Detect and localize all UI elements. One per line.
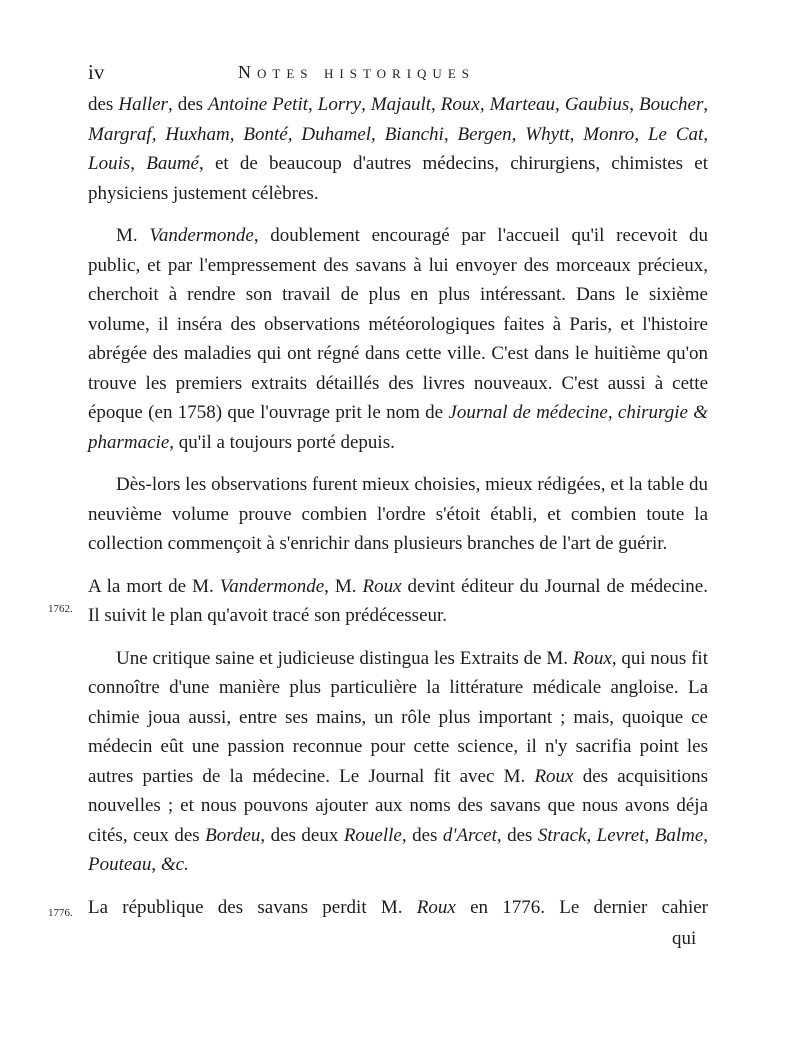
- italic-name: Strack: [537, 824, 587, 846]
- text-run: des acquisitions nouvelles ; et nous pouvons ajouter aux noms des savans que nous avons déja cités, ceux des: [88, 765, 708, 846]
- text-run: M.: [116, 225, 150, 246]
- text-run: ,: [703, 94, 709, 115]
- italic-name: &c.: [160, 854, 189, 875]
- text-run: ,: [287, 123, 302, 145]
- text-run: devint éditeur du Journal de médecine. Il suivit le plan qu'avoit tracé son prédécesseur.: [88, 575, 708, 626]
- text-run: ,: [308, 94, 318, 115]
- text-run: ,: [586, 824, 597, 846]
- text-run: ,: [479, 94, 490, 115]
- text-run: , des: [167, 94, 209, 115]
- text-run: ,: [703, 824, 709, 846]
- italic-name: Baumé: [146, 153, 199, 174]
- italic-name: Marteau: [489, 94, 556, 115]
- italic-name: Majault: [370, 94, 432, 115]
- paragraph-critique: [88, 644, 708, 880]
- text-run: ,: [629, 94, 639, 115]
- text-run: ,: [151, 854, 161, 875]
- text-run: ,: [555, 94, 565, 115]
- italic-name: Duhamel: [301, 123, 372, 145]
- body-text: [88, 90, 708, 922]
- text-run: ,: [443, 123, 458, 145]
- italic-name: Rouelle: [343, 824, 402, 846]
- text-run: La république des savans perdit M.: [88, 896, 417, 918]
- paragraph-physicians-list: [88, 90, 708, 208]
- italic-name: Pouteau: [88, 854, 152, 875]
- text-run: ,: [703, 123, 709, 145]
- italic-name: Gaubius: [564, 94, 630, 115]
- text-run: Dès-lors les observations furent mieux choisies, mieux rédigées, et la table du neuvième volume prouve combien l'ordre s'étoit établi, et combien toute la collection commençoit à s'enrichir dans plusieurs branches de l'art de guérir.: [88, 474, 708, 554]
- italic-name: Haller: [118, 94, 168, 115]
- italic-name: Levret: [596, 824, 645, 846]
- paragraph-vandermonde: [88, 221, 708, 457]
- text-run: , qu'il a toujours porté depuis.: [169, 431, 395, 453]
- italic-name: Bergen: [457, 123, 512, 145]
- text-run: , et de beaucoup d'autres médecins, chirurgiens, chimistes et physiciens justement célèbres.: [88, 153, 708, 204]
- text-run: ,: [151, 123, 166, 145]
- italic-name: Boucher: [638, 94, 704, 115]
- margin-year-1776: 1776.: [48, 907, 73, 919]
- italic-name: Bonté: [243, 123, 288, 145]
- text-run: , M.: [324, 575, 363, 597]
- paragraph-1776: [88, 893, 708, 923]
- italic-name: Journal de médecine: [448, 402, 608, 423]
- italic-name: Le Cat: [647, 123, 704, 145]
- text-run: en 1776. Le dernier cahier: [455, 896, 709, 918]
- text-run: A la mort de M.: [88, 575, 220, 597]
- text-run: , des: [496, 824, 538, 846]
- text-run: ,: [361, 94, 371, 115]
- paragraph-1762: [88, 572, 708, 631]
- page-header: [88, 60, 708, 88]
- text-run: ,: [431, 94, 441, 115]
- italic-name: Roux: [440, 94, 480, 115]
- running-title: Notes historiques: [238, 62, 475, 82]
- text-run: ,: [569, 123, 584, 145]
- italic-name: Antoine Petit: [208, 94, 309, 115]
- italic-name: Whytt: [525, 123, 570, 145]
- page-number: iv: [88, 60, 105, 84]
- italic-name: chirurgie & pharmacie: [88, 402, 709, 453]
- italic-name: Roux: [572, 647, 612, 669]
- italic-name: Huxham: [165, 123, 230, 145]
- text-run: des: [88, 94, 119, 115]
- italic-name: d'Arcet: [442, 824, 497, 846]
- text-run: ,: [644, 824, 655, 846]
- text-run: , qui nous fit connoître d'une manière plus particulière la littérature médicale angloise. La chimie joua aussi, entre ses mains, un rôle plus important ; mais, quoique ce médecin eût une passion reconnue pour cette science, il n'y sacrifia point les autres parties de la médecine. Le Journal fit avec M.: [88, 647, 708, 787]
- italic-name: Vandermonde: [149, 225, 254, 246]
- text-run: ,: [511, 123, 526, 145]
- italic-name: Louis: [88, 153, 131, 174]
- italic-name: Monro: [583, 123, 635, 145]
- text-run: ,: [607, 402, 618, 423]
- text-run: ,: [371, 123, 385, 145]
- text-run: Une critique saine et judicieuse distingua les Extraits de M.: [116, 647, 573, 669]
- text-run: , doublement encouragé par l'accueil qu'il recevoit du public, et par l'empressement des savans à lui envoyer des morceaux précieux, cherchoit à rendre son travail de plus en plus intéressant. Dans le sixième volume, il inséra des observations météorologiques faites à Paris, et l'histoire abrégée des maladies qui ont régné dans cette ville. C'est dans le huitième qu'on trouve les premiers extraits détaillés des livres nouveaux. C'est aussi à cette époque (en 1758) que l'ouvrage prit le nom de: [88, 225, 708, 423]
- italic-name: Vandermonde: [219, 575, 325, 597]
- paragraph-des-lors: [88, 470, 708, 559]
- margin-year-1762: 1762.: [48, 603, 73, 615]
- italic-name: Margraf: [88, 123, 152, 145]
- italic-name: Roux: [416, 896, 456, 918]
- text-run: ,: [130, 153, 147, 174]
- italic-name: Bordeu: [205, 824, 261, 846]
- catchword: qui: [672, 928, 697, 949]
- text-run: , des: [401, 824, 443, 846]
- italic-name: Lorry: [317, 94, 362, 115]
- text-run: , des deux: [260, 824, 344, 846]
- text-run: ,: [229, 123, 244, 145]
- italic-name: Balme: [654, 824, 704, 846]
- italic-name: Bianchi: [384, 123, 444, 145]
- italic-name: Roux: [534, 765, 574, 787]
- text-run: ,: [634, 123, 648, 145]
- italic-name: Roux: [362, 575, 402, 597]
